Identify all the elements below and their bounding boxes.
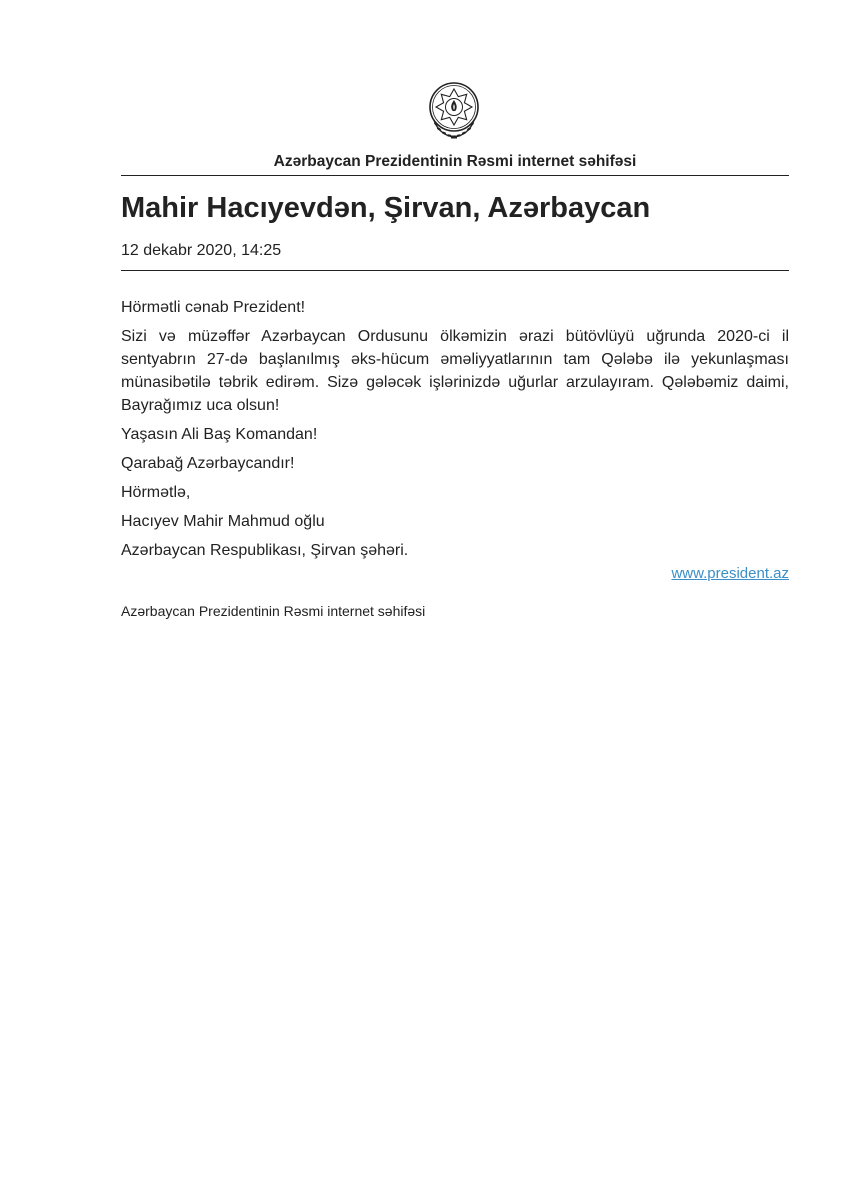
- closing: Hörmətlə,: [121, 484, 191, 501]
- signature-location: Azərbaycan Respublikası, Şirvan şəhəri.: [121, 542, 409, 559]
- site-header: Azərbaycan Prezidentinin Rəsmi internet səhifəsi: [121, 153, 789, 176]
- slogan-commander: Yaşasın Ali Baş Komandan!: [121, 426, 318, 443]
- azerbaijan-state-emblem-icon: [425, 80, 483, 142]
- main-paragraph: Sizi və müzəffər Azərbaycan Ordusunu ölkəmizin ərazi bütövlüyü uğrunda 2020-ci il sentyabrın 27-də başlanılmış əks-hücum əməliyyatlarının tam Qələbə ilə yekunlaşması münasibətilə təbrik edirəm. Sizə gələcək işlərinizdə uğurlar arzulayıram. Qələbəmiz daimi, Bayrağımız uca olsun!: [121, 328, 789, 414]
- divider: [121, 270, 789, 271]
- source-link-row: [121, 565, 789, 582]
- slogan-karabakh: Qarabağ Azərbaycandır!: [121, 455, 295, 472]
- greeting: Hörmətli cənab Prezident!: [121, 299, 306, 316]
- article-date: 12 dekabr 2020, 14:25: [121, 242, 282, 259]
- page-footer: Azərbaycan Prezidentinin Rəsmi internet səhifəsi: [121, 603, 426, 619]
- article-body: [121, 296, 789, 568]
- article-title: Mahir Hacıyevdən, Şirvan, Azərbaycan: [121, 192, 651, 224]
- signature-name: Hacıyev Mahir Mahmud oğlu: [121, 513, 325, 530]
- president-az-link[interactable]: www.president.az: [671, 565, 789, 582]
